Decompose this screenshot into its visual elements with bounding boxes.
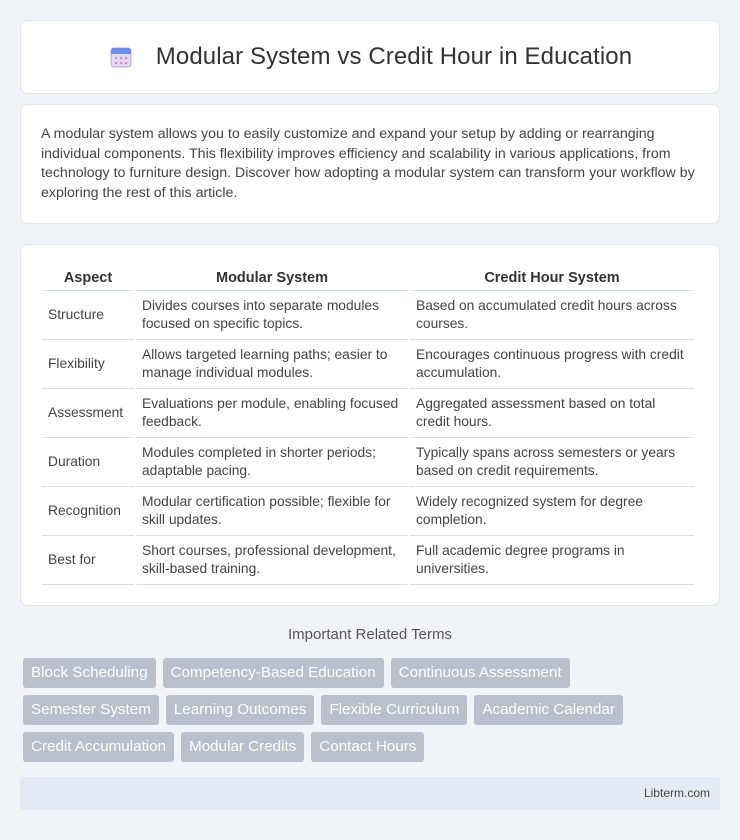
intro-card (20, 104, 720, 224)
aspect-cell: Best for (42, 536, 134, 585)
credit-cell: Typically spans across semesters or years based on credit requirements. (410, 438, 694, 487)
credit-cell: Widely recognized system for degree completion. (410, 487, 694, 536)
header-aspect: Aspect (42, 265, 134, 291)
header-card (20, 20, 720, 94)
tag-row (23, 658, 703, 688)
aspect-cell: Structure (42, 291, 134, 340)
modular-cell: Divides courses into separate modules focused on specific topics. (136, 291, 408, 340)
tag-modular-credits[interactable]: Modular Credits (181, 732, 304, 762)
aspect-cell: Assessment (42, 389, 134, 438)
table-row (42, 389, 694, 438)
aspect-cell: Flexibility (42, 340, 134, 389)
comparison-table (40, 265, 696, 585)
credit-cell: Based on accumulated credit hours across courses. (410, 291, 694, 340)
header-credit-hour-system: Credit Hour System (410, 265, 694, 291)
tag-credit-accumulation[interactable]: Credit Accumulation (23, 732, 174, 762)
comparison-table-card (20, 244, 720, 606)
footer-site-link[interactable]: Libterm.com (643, 786, 710, 800)
table-header-row (42, 265, 694, 291)
tag-flexible-curriculum[interactable]: Flexible Curriculum (321, 695, 467, 725)
tag-row (23, 695, 703, 725)
table-row (42, 487, 694, 536)
tag-learning-outcomes[interactable]: Learning Outcomes (166, 695, 315, 725)
footer (20, 777, 720, 810)
modular-cell: Allows targeted learning paths; easier to manage individual modules. (136, 340, 408, 389)
tag-row (23, 732, 703, 762)
calendar-icon (108, 44, 134, 70)
modular-cell: Short courses, professional development, skill-based training. (136, 536, 408, 585)
modular-cell: Modular certification possible; flexible for skill updates. (136, 487, 408, 536)
credit-cell: Encourages continuous progress with credit accumulation. (410, 340, 694, 389)
table-row (42, 536, 694, 585)
tag-semester-system[interactable]: Semester System (23, 695, 159, 725)
tag-competency-based-education[interactable]: Competency-Based Education (163, 658, 384, 688)
related-terms-tags (23, 658, 703, 769)
table-row (42, 438, 694, 487)
aspect-cell: Recognition (42, 487, 134, 536)
table-row (42, 340, 694, 389)
aspect-cell: Duration (42, 438, 134, 487)
page-title: Modular System vs Credit Hour in Education (155, 43, 633, 70)
intro-text: A modular system allows you to easily customize and expand your setup by adding or rearranging individual components. This flexibility improves efficiency and scalability in various applications, from technology to furniture design. Discover how adopting a modular system can transform your workflow by exploring the rest of this article. (41, 126, 695, 201)
tag-continuous-assessment[interactable]: Continuous Assessment (391, 658, 570, 688)
modular-cell: Evaluations per module, enabling focused feedback. (136, 389, 408, 438)
credit-cell: Aggregated assessment based on total credit hours. (410, 389, 694, 438)
tag-academic-calendar[interactable]: Academic Calendar (474, 695, 623, 725)
modular-cell: Modules completed in shorter periods; adaptable pacing. (136, 438, 408, 487)
credit-cell: Full academic degree programs in universities. (410, 536, 694, 585)
related-terms-title: Important Related Terms (288, 626, 452, 643)
header-modular-system: Modular System (136, 265, 408, 291)
table-row (42, 291, 694, 340)
tag-block-scheduling[interactable]: Block Scheduling (23, 658, 156, 688)
tag-contact-hours[interactable]: Contact Hours (311, 732, 424, 762)
